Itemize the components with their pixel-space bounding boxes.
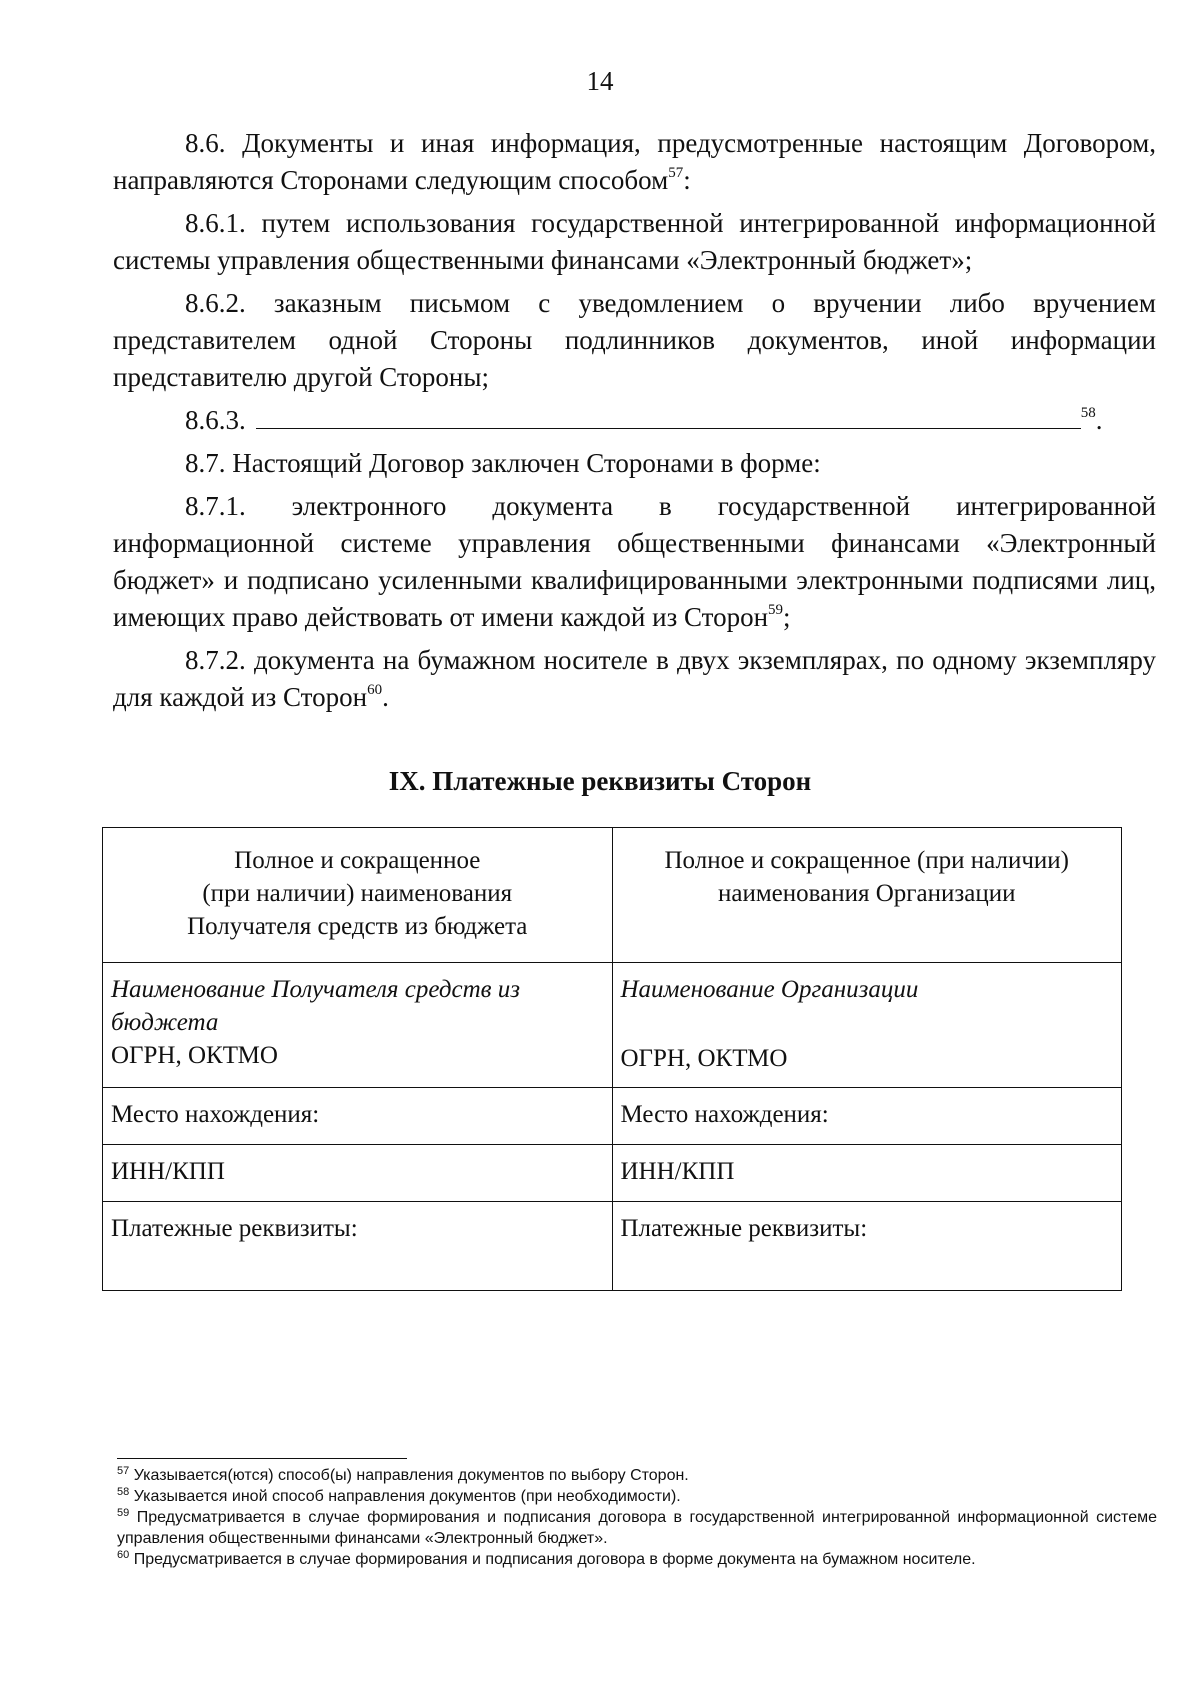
fill-in-blank-line: [256, 427, 1081, 429]
footnote-60: [117, 1549, 1157, 1570]
footnote-text: Предусматривается в случае формирования и подписания договора в государственной интегрированной информационной системе управления общественными финансами «Электронный бюджет».: [117, 1509, 1157, 1547]
paragraph-8-7-1-end: ;: [783, 602, 791, 632]
organization-name-placeholder: Наименование Организации: [620, 976, 919, 1003]
paragraph-8-7-2: [113, 642, 1156, 716]
footnote-text: Указывается иной способ направления документов (при необходимости).: [133, 1488, 681, 1505]
cell-recipient-name: [103, 963, 613, 1088]
paragraph-8-6-1: 8.6.1. путем использования государственной интегрированной информационной системы управления общественными финансами «Электронный бюджет»;: [113, 208, 1156, 275]
paragraph-8-6-3: [113, 402, 1156, 439]
cell-recipient-location: Место нахождения:: [103, 1088, 613, 1145]
header-left-line-3: Получателя средств из бюджета: [187, 913, 528, 940]
table-row-location: [103, 1088, 1122, 1145]
footnote-number: 59: [117, 1507, 130, 1519]
paragraph-8-6-end: :: [683, 165, 691, 195]
paragraph-8-7-1: [113, 488, 1156, 636]
cell-recipient-inn: ИНН/КПП: [103, 1145, 613, 1202]
table-row-inn: [103, 1145, 1122, 1202]
footnote-57: [117, 1465, 1157, 1486]
table-header-row: [103, 828, 1122, 963]
paragraph-8-6-3-end: .: [1095, 405, 1103, 435]
footnote-ref-59: 59: [768, 602, 784, 618]
footnote-number: 60: [117, 1549, 130, 1561]
paragraph-8-6-text: 8.6. Документы и иная информация, предусмотренные настоящим Договором, направляются Сторонами следующим способом: [113, 128, 1156, 195]
recipient-ogrn-label: ОГРН, ОКТМО: [111, 1042, 278, 1069]
header-cell-organization: [612, 828, 1122, 963]
paragraph-8-7-1-text: 8.7.1. электронного документа в государственной интегрированной информационной системе управления общественными финансами «Электронный бюджет» и подписано усиленными квалифицированными электронными подписями лиц, имеющих право действовать от имени каждой из Сторон: [113, 491, 1156, 632]
header-left-line-1: Полное и сокращенное: [234, 847, 481, 874]
footnote-ref-58: 58: [1080, 405, 1096, 421]
footnote-text: Предусматривается в случае формирования и подписания договора в форме документа на бумажном носителе.: [133, 1551, 976, 1568]
footnote-number: 58: [117, 1486, 130, 1498]
footnote-number: 57: [117, 1465, 130, 1477]
paragraph-8-7: 8.7. Настоящий Договор заключен Сторонами в форме:: [185, 448, 821, 478]
paragraph-8-7-2-text: 8.7.2. документа на бумажном носителе в двух экземплярах, по одному экземпляру для каждой из Сторон: [113, 645, 1156, 712]
footnote-separator: [117, 1458, 407, 1459]
footnote-58: [117, 1486, 1157, 1507]
footnote-ref-57: 57: [668, 165, 684, 181]
paragraph-8-6-2: 8.6.2. заказным письмом с уведомлением о вручении либо вручением представителем одной Стороны подлинников документов, иной информации представителю другой Стороны;: [113, 288, 1156, 392]
cell-organization-inn: ИНН/КПП: [612, 1145, 1122, 1202]
body-text: [113, 125, 1156, 722]
footnote-ref-60: 60: [367, 682, 383, 698]
header-cell-recipient: [103, 828, 613, 963]
header-left-line-2: (при наличии) наименования: [202, 880, 513, 907]
footnotes: [117, 1465, 1157, 1570]
paragraph-8-6: [113, 125, 1156, 199]
page-number: 14: [586, 66, 614, 96]
cell-organization-location: Место нахождения:: [612, 1088, 1122, 1145]
payment-details-table: [102, 827, 1122, 1291]
recipient-name-placeholder: Наименование Получателя средств из бюджета: [111, 976, 520, 1036]
cell-organization-name: [612, 963, 1122, 1088]
table-row-payment: [103, 1202, 1122, 1291]
footnote-59: [117, 1507, 1157, 1549]
paragraph-8-6-3-number: 8.6.3.: [185, 405, 246, 435]
cell-recipient-payment: Платежные реквизиты:: [103, 1202, 613, 1291]
paragraph-8-7-2-end: .: [382, 682, 389, 712]
header-right-line-2: наименования Организации: [718, 880, 1016, 907]
header-right-line-1: Полное и сокращенное (при наличии): [664, 847, 1069, 874]
cell-organization-payment: Платежные реквизиты:: [612, 1202, 1122, 1291]
table-row-names: [103, 963, 1122, 1088]
footnote-text: Указывается(ются) способ(ы) направления документов по выбору Сторон.: [133, 1467, 689, 1484]
section-heading: IX. Платежные реквизиты Сторон: [388, 766, 812, 796]
organization-ogrn-label: ОГРН, ОКТМО: [620, 1045, 788, 1072]
